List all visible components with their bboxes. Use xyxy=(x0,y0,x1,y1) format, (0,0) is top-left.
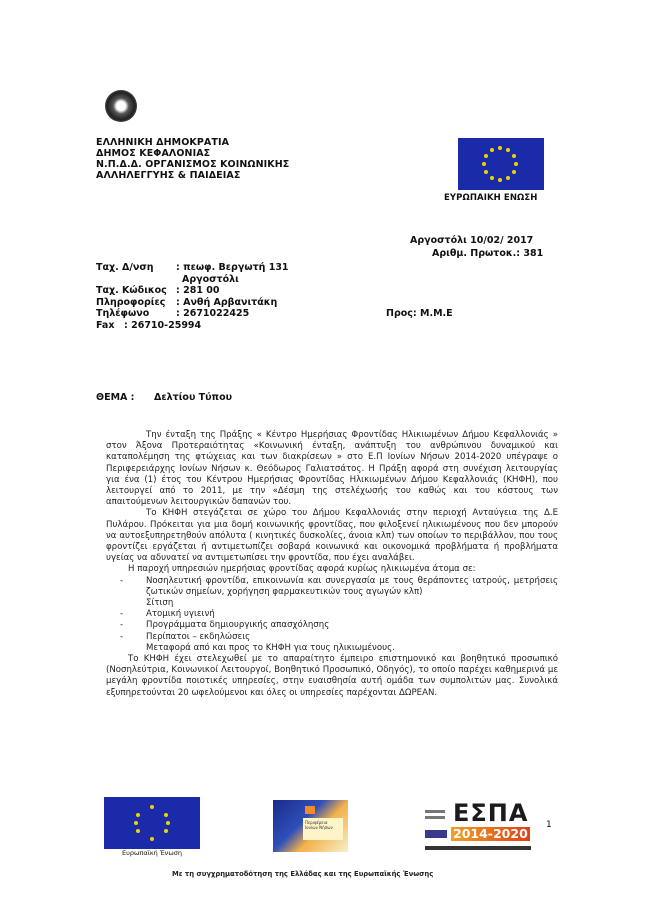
paragraph: Το ΚΗΦΗ έχει στελεχωθεί με το απαραίτητο έμπειρο επιστημονικό και βοηθητικό προσωπικό (Νοσηλεύτρια, Κοινωνικοί Λειτουργοί, Βοηθητικό Προσωπικό, Οδηγός), το οποίο παρέχει καθημερινά με μεγάλη φροντίδα ποιοτικές υπηρεσίες, στην ευαισθησία αυτή ομάδα των συμπολιτών μας. Συνολικά εξυπηρετούνται 20 ωφελούμενοι και όλες οι υπηρεσίες παρέχονται ΔΩΡΕΑΝ. xyxy=(106,654,558,698)
org-line: ΕΛΛΗΝΙΚΗ ΔΗΜΟΚΡΑΤΙΑ xyxy=(96,137,230,148)
address-label: Ταχ. Δ/νση xyxy=(96,262,154,273)
place-date: Αργοστόλι 10/02/ 2017 xyxy=(410,235,534,246)
list-item: - Νοσηλευτική φροντίδα, επικοινωνία και συνεργασία με τους θεράποντες ιατρούς, μετρήσεις ζωτικών σημείων, χορήγηση φαρμακευτικών τους αγωγών κλπ) xyxy=(120,575,558,597)
subject-label: ΘΕΜΑ : xyxy=(96,392,135,403)
espa-title: ΕΣΠΑ xyxy=(453,799,529,827)
paragraph: Την ένταξη της Πράξης « Κέντρο Ημερήσιας Φροντίδας Ηλικιωμένων Δήμου Κεφαλλονιάς » στον Άξονα Προτεραιότητας «Κοινωνική ένταξη, ανάπτυξη του ανθρώπινου δυναμικού και καταπολέμηση της φτώχειας και των διακρίσεων » στο Ε.Π Ιονίων Νήσων 2014-2020 υπέγραψε ο Περιφερειάρχης Ιονίων Νήσων κ. Θεόδωρος Γαλιατσάτος. Η Πράξη αφορά στη συνέχιση λειτουργίας για ένα (1) έτος του Κέντρου Ημερήσιας Φροντίδας Ηλικιωμένων Δήμου Κεφαλλονιάς (ΚΗΦΗ), που λειτουργεί από το 2011, με την «Δέσμη της στελέχωσής του καθώς και του κόστους των απαιτούμενων λειτουργικών δαπανών του. xyxy=(106,430,558,508)
subject-line xyxy=(96,392,232,404)
ionian-label: Περιφέρεια Ιονίων Νήσων xyxy=(303,818,343,840)
org-line: ΔΗΜΟΣ ΚΕΦΑΛΟΝΙΑΣ xyxy=(96,148,211,159)
list-item: - Περίπατοι – εκδηλώσεις xyxy=(120,631,251,642)
ionian-islands-logo xyxy=(273,800,348,852)
eu-label: ΕΥΡΩΠΑΙΚΗ ΕΝΩΣΗ xyxy=(444,193,538,203)
espa-years: 2014-2020 xyxy=(453,826,528,841)
paragraph: Η παροχή υπηρεσιών ημερήσιας φροντίδας αφορά κυρίως ηλικιωμένα άτομα σε: xyxy=(128,564,476,575)
list-item: Σίτιση xyxy=(146,598,174,609)
fax-value: : 26710-25994 xyxy=(124,319,202,331)
postal-code-value: : 281 00 xyxy=(176,285,220,296)
info-label: Πληροφορίες xyxy=(96,296,166,308)
list-item: Μεταφορά από και προς το ΚΗΦΗ για τους ηλικιωμένους. xyxy=(146,642,395,653)
eu-flag-logo xyxy=(458,138,544,190)
list-item: - Ατομική υγιεινή xyxy=(120,609,215,620)
services-list xyxy=(106,576,558,654)
espa-logo xyxy=(425,800,533,858)
fax-label: Fax xyxy=(96,319,115,331)
cofunding-note: Με τη συγχρηματοδότηση της Ελλάδας και της Ευρωπαϊκής Ένωσης xyxy=(172,870,434,878)
info-value: : Ανθή Αρβανιτάκη xyxy=(176,296,278,308)
footer-eu-label: Ευρωπαϊκή Ένωση xyxy=(121,849,182,857)
subject-value: Δελτίου Τύπου xyxy=(154,392,233,403)
protocol-number: Αριθμ. Πρωτοκ.: 381 xyxy=(432,248,544,259)
address-city: Αργοστόλι xyxy=(182,273,239,285)
press-release-body xyxy=(106,430,558,699)
org-line: Ν.Π.Δ.Δ. ΟΡΓΑΝΙΣΜΟΣ ΚΟΙΝΩΝΙΚΗΣ xyxy=(96,159,290,170)
postal-code-label: Ταχ. Κώδικος xyxy=(96,285,167,296)
paragraph: Το ΚΗΦΗ στεγάζεται σε χώρο του Δήμου Κεφαλλονιάς στην περιοχή Ανταύγεια της Δ.Ε Πυλάρου. Πρόκειται για μια δομή κοινωνικής φροντίδας, που φιλοξενεί ηλικιωμένους που δεν μπορούν να αυτοεξυπηρετηθούν απόλυτα ( κινητικές δυσκολίες, άνοια κλπ) των οποίων το περιβάλλον, που τους φροντίζει εργάζεται ή αντιμετωπίζει σοβαρά κοινωνικά και οικονομικά προβλήματα ή προβλήματα υγείας να αδυνατεί να αντιμετωπίσει την φροντίδα, που έχει αναλάβει. xyxy=(106,508,558,564)
phone-label: Τηλέφωνο xyxy=(96,308,150,319)
recipient: Προς: Μ.Μ.Ε xyxy=(386,308,453,319)
contact-block xyxy=(96,262,516,331)
organization-header xyxy=(96,137,289,181)
footer-eu-logo xyxy=(104,797,200,859)
address-value: : πεωφ. Βεργωτή 131 xyxy=(176,262,289,273)
phone-value: : 2671022425 xyxy=(176,308,250,319)
list-item: - Προγράμματα δημιουργικής απασχόλησης xyxy=(120,620,330,631)
page-number: 1 xyxy=(546,820,552,830)
greek-emblem-logo xyxy=(105,90,137,122)
org-line: ΑΛΛΗΛΕΓΓΥΗΣ & ΠΑΙΔΕΙΑΣ xyxy=(96,170,241,181)
